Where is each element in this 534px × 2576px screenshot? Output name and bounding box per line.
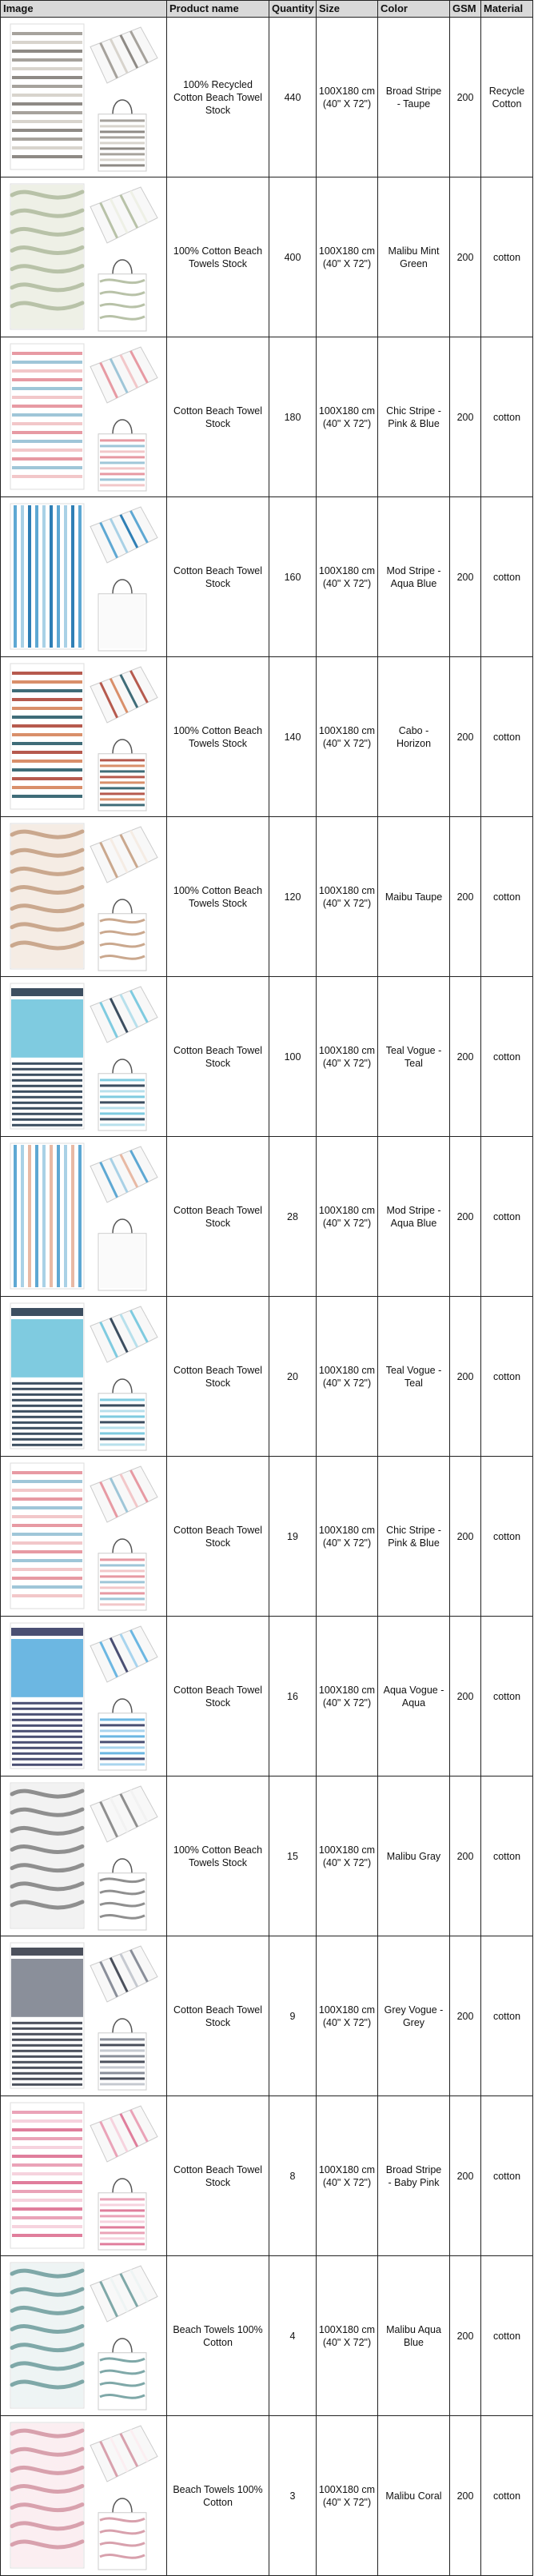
size-cell: 100X180 cm (40" X 72") bbox=[317, 1457, 378, 1617]
beach-towel-photo bbox=[4, 179, 164, 335]
product-name-cell: Cotton Beach Towel Stock bbox=[167, 977, 269, 1137]
material-cell: cotton bbox=[481, 1297, 533, 1457]
table-row bbox=[1, 2256, 533, 2416]
product-image-cell bbox=[1, 1936, 167, 2096]
header-quantity: Quantity bbox=[269, 1, 317, 18]
beach-towel-photo bbox=[4, 1618, 164, 1774]
product-name-cell: 100% Cotton Beach Towels Stock bbox=[167, 1776, 269, 1936]
gsm-cell: 200 bbox=[450, 497, 481, 657]
beach-towel-photo bbox=[4, 2258, 164, 2414]
size-cell: 100X180 cm (40" X 72") bbox=[317, 177, 378, 337]
table-row bbox=[1, 657, 533, 817]
material-cell: cotton bbox=[481, 497, 533, 657]
material-cell: cotton bbox=[481, 1936, 533, 2096]
gsm-cell: 200 bbox=[450, 1457, 481, 1617]
product-image-cell bbox=[1, 177, 167, 337]
gsm-cell: 200 bbox=[450, 2256, 481, 2416]
product-image-cell bbox=[1, 1457, 167, 1617]
beach-towel-photo bbox=[4, 1298, 164, 1454]
size-cell: 100X180 cm (40" X 72") bbox=[317, 1776, 378, 1936]
material-cell: cotton bbox=[481, 2416, 533, 2576]
header-size: Size bbox=[317, 1, 378, 18]
material-cell: Recycle Cotton bbox=[481, 18, 533, 177]
gsm-cell: 200 bbox=[450, 977, 481, 1137]
size-cell: 100X180 cm (40" X 72") bbox=[317, 337, 378, 497]
material-cell: cotton bbox=[481, 1776, 533, 1936]
material-cell: cotton bbox=[481, 2096, 533, 2256]
table-row bbox=[1, 1137, 533, 1297]
table-row bbox=[1, 817, 533, 977]
table-row bbox=[1, 337, 533, 497]
header-image: Image bbox=[1, 1, 167, 18]
table-row bbox=[1, 2416, 533, 2576]
quantity-cell: 15 bbox=[269, 1776, 317, 1936]
material-cell: cotton bbox=[481, 977, 533, 1137]
table-row bbox=[1, 1617, 533, 1776]
quantity-cell: 28 bbox=[269, 1137, 317, 1297]
material-cell: cotton bbox=[481, 817, 533, 977]
color-cell: Maibu Taupe bbox=[378, 817, 450, 977]
product-name-cell: Cotton Beach Towel Stock bbox=[167, 1936, 269, 2096]
material-cell: cotton bbox=[481, 1457, 533, 1617]
header-color: Color bbox=[378, 1, 450, 18]
gsm-cell: 200 bbox=[450, 1936, 481, 2096]
color-cell: Broad Stripe - Taupe bbox=[378, 18, 450, 177]
product-image-cell bbox=[1, 2416, 167, 2576]
beach-towel-photo bbox=[4, 1938, 164, 2094]
color-cell: Aqua Vogue - Aqua bbox=[378, 1617, 450, 1776]
quantity-cell: 20 bbox=[269, 1297, 317, 1457]
size-cell: 100X180 cm (40" X 72") bbox=[317, 817, 378, 977]
table-row bbox=[1, 1457, 533, 1617]
gsm-cell: 200 bbox=[450, 2096, 481, 2256]
material-cell: cotton bbox=[481, 1617, 533, 1776]
table-row bbox=[1, 497, 533, 657]
header-row bbox=[1, 1, 533, 18]
color-cell: Malibu Aqua Blue bbox=[378, 2256, 450, 2416]
gsm-cell: 200 bbox=[450, 337, 481, 497]
color-cell: Mod Stripe - Aqua Blue bbox=[378, 497, 450, 657]
color-cell: Chic Stripe - Pink & Blue bbox=[378, 337, 450, 497]
beach-towel-photo bbox=[4, 19, 164, 175]
size-cell: 100X180 cm (40" X 72") bbox=[317, 497, 378, 657]
quantity-cell: 140 bbox=[269, 657, 317, 817]
color-cell: Malibu Mint Green bbox=[378, 177, 450, 337]
product-image-cell bbox=[1, 497, 167, 657]
beach-towel-photo bbox=[4, 2418, 164, 2574]
table-row bbox=[1, 2096, 533, 2256]
product-image-cell bbox=[1, 817, 167, 977]
gsm-cell: 200 bbox=[450, 177, 481, 337]
product-name-cell: Cotton Beach Towel Stock bbox=[167, 1137, 269, 1297]
beach-towel-photo bbox=[4, 2098, 164, 2254]
beach-towel-photo bbox=[4, 339, 164, 495]
color-cell: Broad Stripe - Baby Pink bbox=[378, 2096, 450, 2256]
color-cell: Teal Vogue - Teal bbox=[378, 1297, 450, 1457]
gsm-cell: 200 bbox=[450, 817, 481, 977]
product-name-cell: Cotton Beach Towel Stock bbox=[167, 1297, 269, 1457]
quantity-cell: 100 bbox=[269, 977, 317, 1137]
color-cell: Malibu Coral bbox=[378, 2416, 450, 2576]
color-cell: Grey Vogue - Grey bbox=[378, 1936, 450, 2096]
gsm-cell: 200 bbox=[450, 1137, 481, 1297]
table-row bbox=[1, 1776, 533, 1936]
beach-towel-photo bbox=[4, 1138, 164, 1294]
quantity-cell: 8 bbox=[269, 2096, 317, 2256]
product-image-cell bbox=[1, 977, 167, 1137]
product-name-cell: 100% Cotton Beach Towels Stock bbox=[167, 657, 269, 817]
quantity-cell: 3 bbox=[269, 2416, 317, 2576]
size-cell: 100X180 cm (40" X 72") bbox=[317, 1617, 378, 1776]
product-image-cell bbox=[1, 1297, 167, 1457]
quantity-cell: 4 bbox=[269, 2256, 317, 2416]
gsm-cell: 200 bbox=[450, 1617, 481, 1776]
product-name-cell: Cotton Beach Towel Stock bbox=[167, 1457, 269, 1617]
beach-towel-photo bbox=[4, 819, 164, 975]
gsm-cell: 200 bbox=[450, 1776, 481, 1936]
material-cell: cotton bbox=[481, 2256, 533, 2416]
size-cell: 100X180 cm (40" X 72") bbox=[317, 1297, 378, 1457]
material-cell: cotton bbox=[481, 657, 533, 817]
product-image-cell bbox=[1, 657, 167, 817]
product-image-cell bbox=[1, 1617, 167, 1776]
color-cell: Cabo - Horizon bbox=[378, 657, 450, 817]
size-cell: 100X180 cm (40" X 72") bbox=[317, 1137, 378, 1297]
material-cell: cotton bbox=[481, 1137, 533, 1297]
product-image-cell bbox=[1, 1776, 167, 1936]
quantity-cell: 160 bbox=[269, 497, 317, 657]
size-cell: 100X180 cm (40" X 72") bbox=[317, 2096, 378, 2256]
color-cell: Teal Vogue - Teal bbox=[378, 977, 450, 1137]
quantity-cell: 9 bbox=[269, 1936, 317, 2096]
header-product-name: Product name bbox=[167, 1, 269, 18]
product-image-cell bbox=[1, 337, 167, 497]
table-row bbox=[1, 18, 533, 177]
product-name-cell: Beach Towels 100% Cotton bbox=[167, 2256, 269, 2416]
quantity-cell: 180 bbox=[269, 337, 317, 497]
product-name-cell: 100% Cotton Beach Towels Stock bbox=[167, 177, 269, 337]
gsm-cell: 200 bbox=[450, 1297, 481, 1457]
color-cell: Malibu Gray bbox=[378, 1776, 450, 1936]
product-name-cell: Cotton Beach Towel Stock bbox=[167, 1617, 269, 1776]
product-name-cell: Cotton Beach Towel Stock bbox=[167, 497, 269, 657]
quantity-cell: 440 bbox=[269, 18, 317, 177]
quantity-cell: 19 bbox=[269, 1457, 317, 1617]
beach-towel-photo bbox=[4, 499, 164, 655]
size-cell: 100X180 cm (40" X 72") bbox=[317, 18, 378, 177]
header-material: Material bbox=[481, 1, 533, 18]
table-row bbox=[1, 1297, 533, 1457]
material-cell: cotton bbox=[481, 177, 533, 337]
quantity-cell: 400 bbox=[269, 177, 317, 337]
beach-towel-photo bbox=[4, 1778, 164, 1934]
gsm-cell: 200 bbox=[450, 657, 481, 817]
beach-towel-photo bbox=[4, 1458, 164, 1614]
product-name-cell: Beach Towels 100% Cotton bbox=[167, 2416, 269, 2576]
size-cell: 100X180 cm (40" X 72") bbox=[317, 977, 378, 1137]
color-cell: Mod Stripe - Aqua Blue bbox=[378, 1137, 450, 1297]
size-cell: 100X180 cm (40" X 72") bbox=[317, 2416, 378, 2576]
header-gsm: GSM bbox=[450, 1, 481, 18]
table-row bbox=[1, 177, 533, 337]
product-name-cell: Cotton Beach Towel Stock bbox=[167, 337, 269, 497]
size-cell: 100X180 cm (40" X 72") bbox=[317, 1936, 378, 2096]
product-image-cell bbox=[1, 18, 167, 177]
table-row bbox=[1, 1936, 533, 2096]
beach-towel-photo bbox=[4, 659, 164, 815]
material-cell: cotton bbox=[481, 337, 533, 497]
quantity-cell: 120 bbox=[269, 817, 317, 977]
product-name-cell: 100% Recycled Cotton Beach Towel Stock bbox=[167, 18, 269, 177]
beach-towel-photo bbox=[4, 979, 164, 1134]
table-row bbox=[1, 977, 533, 1137]
size-cell: 100X180 cm (40" X 72") bbox=[317, 2256, 378, 2416]
product-image-cell bbox=[1, 2096, 167, 2256]
quantity-cell: 16 bbox=[269, 1617, 317, 1776]
gsm-cell: 200 bbox=[450, 2416, 481, 2576]
product-name-cell: Cotton Beach Towel Stock bbox=[167, 2096, 269, 2256]
product-name-cell: 100% Cotton Beach Towels Stock bbox=[167, 817, 269, 977]
gsm-cell: 200 bbox=[450, 18, 481, 177]
table-body bbox=[1, 18, 533, 2576]
size-cell: 100X180 cm (40" X 72") bbox=[317, 657, 378, 817]
color-cell: Chic Stripe - Pink & Blue bbox=[378, 1457, 450, 1617]
product-image-cell bbox=[1, 1137, 167, 1297]
product-image-cell bbox=[1, 2256, 167, 2416]
